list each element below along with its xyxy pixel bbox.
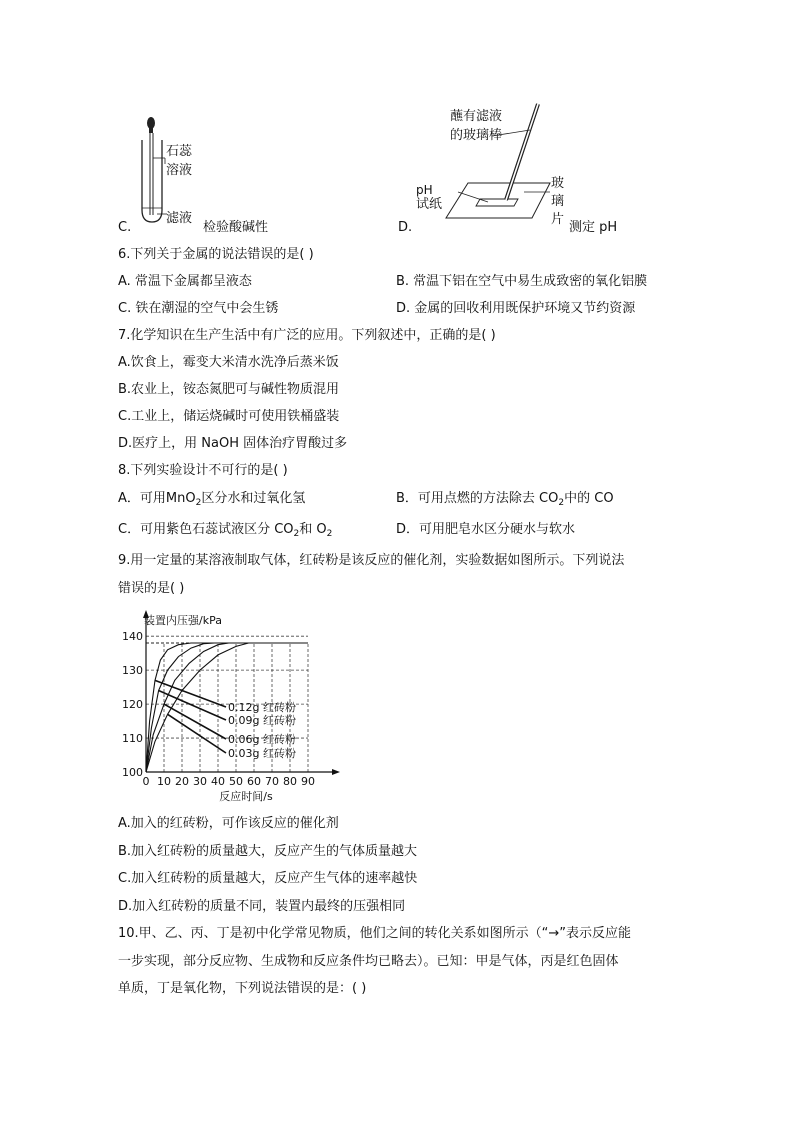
q6-option-c: C. 铁在潮湿的空气中会生锈 xyxy=(118,301,279,316)
q8-option-d: D．可用肥皂水区分硬水与软水 xyxy=(396,522,576,537)
q8-c-sub-1: 2 xyxy=(293,529,300,539)
fig-c-letter: C. xyxy=(118,220,132,235)
series-label-4: 0.03g 红砖粉 xyxy=(228,747,296,760)
x-tick-label-70: 70 xyxy=(265,775,279,788)
q9-stem-line-1: 9.用一定量的某溶液制取气体，红砖粉是该反应的催化剂，实验数据如图所示。下列说法 xyxy=(118,553,625,568)
fig-d-paper-label-1: pH xyxy=(416,183,433,197)
y-tick-label-140: 140 xyxy=(122,630,143,644)
q8-a-text: A．可用MnO xyxy=(118,491,196,506)
q8-b-sub: 2 xyxy=(558,498,565,508)
x-axis-label: 反应时间/s xyxy=(219,790,273,803)
x-tick-label-80: 80 xyxy=(283,775,297,788)
y-tick-label-100: 100 xyxy=(122,766,143,779)
q10-line-1: 10.甲、乙、丙、丁是初中化学常见物质，他们之间的转化关系如图所示（“→”表示反应能 xyxy=(118,926,632,941)
fig-d-letter: D. xyxy=(398,220,413,235)
series-label-2: 0.09g 红砖粉 xyxy=(228,714,296,727)
q8-a-sub: 2 xyxy=(195,498,202,508)
fig-d-rod-label-2: 的玻璃棒 xyxy=(450,128,503,143)
q6-stem: 6.下列关于金属的说法错误的是( ) xyxy=(118,247,314,262)
fig-c-caption: 检验酸碱性 xyxy=(203,220,269,235)
series-label-3: 0.06g 红砖粉 xyxy=(228,733,296,746)
fig-c-label-litmus-2: 溶液 xyxy=(166,163,193,178)
x-tick-label-60: 60 xyxy=(247,775,261,788)
fig-d-caption: 测定 pH xyxy=(569,220,618,235)
fig-d-paper-label-2: 试纸 xyxy=(416,197,443,212)
q7-stem: 7.化学知识在生产生活中有广泛的应用。下列叙述中，正确的是( ) xyxy=(118,328,496,343)
q8-option-b xyxy=(396,490,614,508)
q7-option-a: A.饮食上，霉变大米清水洗净后蒸米饭 xyxy=(118,355,339,370)
x-tick-label-50: 50 xyxy=(229,775,243,788)
y-tick-label-130: 130 xyxy=(122,664,143,678)
q8-b-text: B．可用点燃的方法除去 CO xyxy=(396,491,559,506)
q8-c-text-2: 和 O xyxy=(299,522,327,537)
fig-d-rod-label-1: 蘸有滤液 xyxy=(450,109,503,124)
fig-d-glass-label-1: 玻 xyxy=(551,176,565,191)
q9-option-d: D.加入红砖粉的质量不同，装置内最终的压强相同 xyxy=(118,899,406,914)
fig-c-label-filtrate: 滤液 xyxy=(166,211,193,226)
series-label-1: 0.12g 红砖粉 xyxy=(228,701,296,714)
y-tick-label-110: 110 xyxy=(122,732,143,746)
q9-stem-line-2: 错误的是( ) xyxy=(118,581,185,596)
fig-d-glass-label-3: 片 xyxy=(551,212,565,227)
q10-line-2: 一步实现，部分反应物、生成物和反应条件均已略去）。已知：甲是气体，丙是红色固体 xyxy=(118,954,619,969)
x-tick-label-20: 20 xyxy=(175,775,189,788)
q6-option-d: D. 金属的回收利用既保护环境又节约资源 xyxy=(396,301,636,316)
q8-c-text: C．可用紫色石蕊试液区分 CO xyxy=(118,522,294,537)
q9-option-c: C.加入红砖粉的质量越大，反应产生气体的速率越快 xyxy=(118,871,418,886)
q7-option-b: B.农业上，铵态氮肥可与碱性物质混用 xyxy=(118,382,340,397)
q10-line-3: 单质，丁是氧化物，下列说法错误的是：( ) xyxy=(118,981,367,996)
x-tick-label-0: 0 xyxy=(142,775,150,788)
pressure-time-chart xyxy=(116,606,346,806)
y-axis-label: 装置内压强/kPa xyxy=(144,614,222,627)
fig-c-label-litmus-1: 石蕊 xyxy=(166,144,193,159)
q6-option-b: B. 常温下铝在空气中易生成致密的氧化铝膜 xyxy=(396,274,648,289)
q8-option-a xyxy=(118,490,305,508)
q6-option-a: A. 常温下金属都呈液态 xyxy=(118,274,252,289)
q7-option-d: D.医疗上，用 NaOH 固体治疗胃酸过多 xyxy=(118,436,348,451)
y-tick-label-120: 120 xyxy=(122,698,143,712)
x-axis-arrow xyxy=(332,769,340,775)
q9-option-b: B.加入红砖粉的质量越大，反应产生的气体质量越大 xyxy=(118,844,418,859)
q9-option-a: A.加入的红砖粉，可作该反应的催化剂 xyxy=(118,816,339,831)
q8-option-c xyxy=(118,521,332,539)
x-tick-label-90: 90 xyxy=(301,775,315,788)
fig-d-glass-label-2: 璃 xyxy=(551,194,565,209)
q7-option-c: C.工业上，储运烧碱时可使用铁桶盛装 xyxy=(118,409,340,424)
q8-c-sub-2: 2 xyxy=(326,529,333,539)
series-leader-3 xyxy=(164,704,226,739)
q8-a-text-2: 区分水和过氧化氢 xyxy=(201,491,306,506)
x-tick-label-40: 40 xyxy=(211,775,225,788)
q8-stem: 8.下列实验设计不可行的是( ) xyxy=(118,463,288,478)
x-tick-label-30: 30 xyxy=(193,775,207,788)
x-tick-label-10: 10 xyxy=(157,775,171,788)
q8-b-text-2: 中的 CO xyxy=(564,491,614,506)
